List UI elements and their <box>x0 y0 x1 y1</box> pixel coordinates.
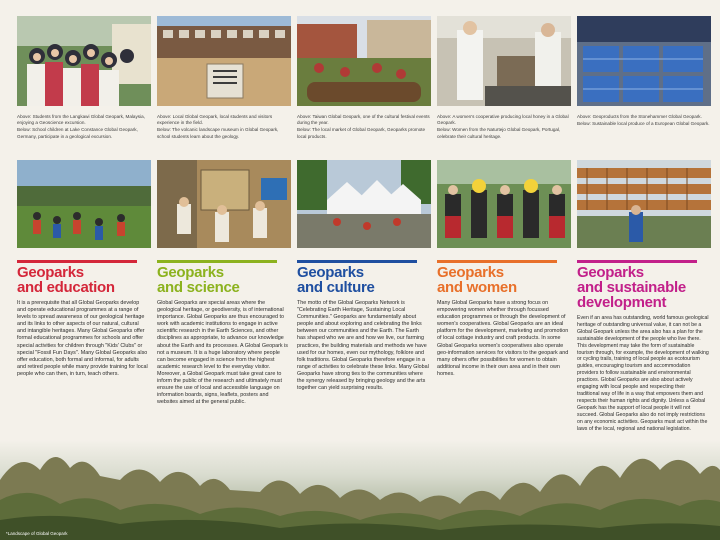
photo-museum-visit <box>157 160 291 248</box>
photo-excursion <box>17 160 151 248</box>
culture-body: The motto of the Global Geoparks Network is "Celebrating Earth Heritage, Sustaining Local Communities." Geoparks are fundamentally about people and about exploring and celebrating the links between our communities and the Earth. The Earth has shaped who we are and how we live, our farming practices, the building materials and methods we have used for our homes, even our mythology, folklore and folk traditions. Global Geoparks therefore engage in a range of activities to celebrate these links. Many Global Geoparks have strong ties to the communities where the synergy released by bringing geology and the arts together can yield surprising results. <box>297 300 429 392</box>
sustainable-title <box>577 265 709 310</box>
caption-culture <box>297 114 431 141</box>
culture-title-line1: Geoparks <box>297 264 364 281</box>
photo-geoproducts-image <box>577 16 711 106</box>
women-body: Many Global Geoparks have a strong focus on empowering women whether through focussed education programmes or through the development of women's cooperatives. Global Geoparks are an ideal platform for the development, marketing and promotion of local cottage industry and craft products. In some Global Geoparks women's cooperatives also operate geo-information services for visitors to the geopark and many others offer possibilities for women to obtain additional income in their own area and in their own homes. <box>437 300 569 377</box>
women-color-bar <box>437 260 557 263</box>
photo-market-tents <box>297 160 431 248</box>
photo-women-cooperative <box>437 16 571 106</box>
caption-education-below: Below: School children at Lake Constance Global Geopark, Germany, participate in a geological excursion. <box>17 127 138 139</box>
education-title-line1: Geoparks <box>17 264 84 281</box>
caption-science-below: Below: The volcanic landscape museum in Global Geopark, school students learn about the geology. <box>157 127 279 139</box>
section-women <box>437 260 569 378</box>
section-science <box>157 260 289 406</box>
caption-sustainable-below: Below: Sustainable local produce of a European Global Geopark. <box>577 121 710 127</box>
photo-cultural-festival <box>297 16 431 106</box>
photo-school-building <box>157 16 291 106</box>
footer-credit: *Landscape of Global Geopark <box>6 531 68 536</box>
culture-title <box>297 265 429 295</box>
section-sustainable <box>577 260 709 432</box>
science-title-line1: Geoparks <box>157 264 224 281</box>
sustainable-body: Even if an area has outstanding, world famous geological heritage of outstanding universal value, it can not be a Global Geopark unless the area also has a plan for the sustainable development of the people who live there. This development may take the form of sustainable tourism through, for example, the development of walking or cycling trails, training of local people as ecotourism guides, encouraging tourism and accommodation providers to follow sustainable and environmental practices. Global Geoparks are also about actively engaging with local people and respecting their traditional way of life in a way that empowers them and respects their human rights and dignity. Unless a Global Geopark has the support of local people it will not succeed. Global Geoparks also do not imply restrictions on any economic activities. Geoparks must act within the laws of the local, regional and national legislation. <box>577 315 709 432</box>
culture-color-bar <box>297 260 417 263</box>
education-title <box>17 265 149 295</box>
caption-education <box>17 114 151 141</box>
science-body: Global Geoparks are special areas where the geological heritage, or geodiversity, is of international importance. Global Geoparks are thus encouraged to work with academic institutions to engage in active scientific research in the Earth Sciences, and other disciplines as appropriate, to advance our knowledge about the Earth and its processes. A Global Geopark is not a museum. It is a huge laboratory where people can become engaged in science from the highest academic research level to the everyday visitor. Moreover, a Global Geopark must take great care to inform the public of the research and ultimately must ensure the use of local and accessible language on information boards, signs, leaflets, posters and websites aimed at the general public. <box>157 300 288 406</box>
caption-women-above: Above: A women's cooperative producing local honey in a Global Geopark. <box>437 114 569 126</box>
photo-drying-produce-image <box>577 160 711 248</box>
caption-education-above: Above: Students from the Langkawi Global Geopark, Malaysia, enjoying a Geoscience excursion. <box>17 114 145 126</box>
caption-sustainable <box>577 114 711 128</box>
caption-science-above: Above: Local Global Geopark, local students and visitors experience in the field. <box>157 114 273 126</box>
women-title-line1: Geoparks <box>437 264 504 281</box>
photo-drying-produce <box>577 160 711 248</box>
science-title <box>157 265 289 295</box>
caption-women <box>437 114 571 141</box>
photo-women-costumes <box>437 160 571 248</box>
culture-title-line2: and culture <box>297 279 375 296</box>
section-education <box>17 260 149 378</box>
science-color-bar <box>157 260 277 263</box>
karst-landscape-image <box>0 440 720 540</box>
caption-culture-below: Below: The local market of Global Geopark, Geoparks promote local products. <box>297 127 426 139</box>
landscape-footer <box>0 440 720 540</box>
caption-culture-above: Above: Taiwan Global Geopark, one of the cultural festival events during the year. <box>297 114 430 126</box>
caption-women-below: Below: Women from the Naturtejo Global Geopark, Portugal, celebrate their cultural heritage. <box>437 127 561 139</box>
photo-geoproducts <box>577 16 711 106</box>
education-color-bar <box>17 260 137 263</box>
sustainable-title-line2: and sustainable <box>577 279 686 296</box>
section-culture <box>297 260 429 392</box>
photo-students-group-image <box>17 16 151 106</box>
caption-sustainable-above: Above: Geoproducts from the Stonehammer Global Geopark. <box>577 114 702 119</box>
photo-museum-visit-image <box>157 160 291 248</box>
photo-excursion-image <box>17 160 151 248</box>
photo-women-costumes-image <box>437 160 571 248</box>
photo-school-building-image <box>157 16 291 106</box>
sustainable-title-line1: Geoparks <box>577 264 644 281</box>
photo-market-tents-image <box>297 160 431 248</box>
photo-cultural-festival-image <box>297 16 431 106</box>
sustainable-title-line3: development <box>577 294 667 311</box>
education-title-line2: and education <box>17 279 115 296</box>
photo-students-group <box>17 16 151 106</box>
science-title-line2: and science <box>157 279 240 296</box>
caption-science <box>157 114 291 141</box>
education-body: It is a prerequisite that all Global Geoparks develop and operate educational programmes at a range of levels to spread awareness of our geological heritage and its links to other aspects of our natural, cultural and intangible heritages. Many Global Geoparks offer formal educational programmes for schools and offer special activities for children through "Kids' Clubs" or special "Fossil Fun Days". Many Global Geoparks also offer education, both formal and informal, for adults and retired people while many provide training for local people who can then, in turn, teach others. <box>17 300 148 377</box>
women-title-line2: and women <box>437 279 517 296</box>
sustainable-color-bar <box>577 260 697 263</box>
women-title <box>437 265 569 295</box>
photo-women-cooperative-image <box>437 16 571 106</box>
